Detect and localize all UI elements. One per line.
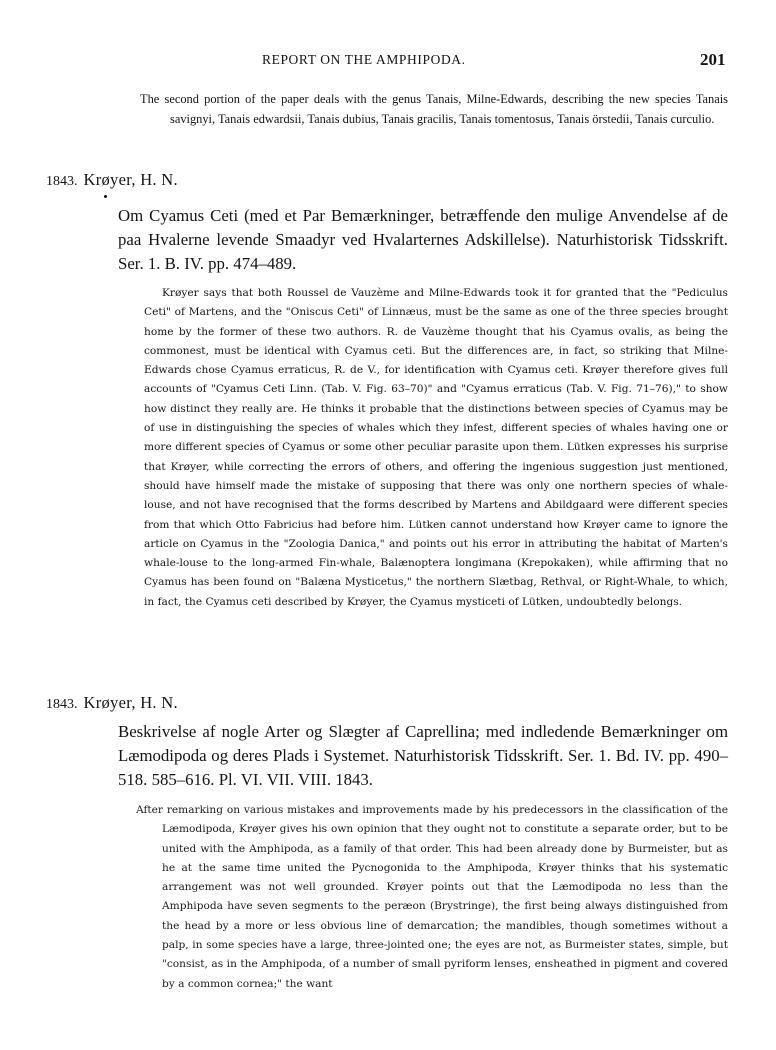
entry-author: Krøyer, H. N.	[83, 170, 178, 189]
entry-summary-1	[144, 284, 728, 612]
entry-title-2	[118, 720, 728, 792]
entry-heading-2	[46, 693, 178, 713]
entry-title-1	[118, 204, 728, 276]
page-number: 201	[700, 50, 726, 69]
page-header	[0, 50, 776, 72]
running-title: REPORT ON THE AMPHIPODA.	[262, 52, 466, 67]
intro-note-text: The second portion of the paper deals with the genus Tanais, Milne-Edwards, describing the new species Tanais savignyi, Tanais edwardsii, Tanais dubius, Tanais gracilis, Tanais tomentosus, Tanais örstedii, Tanais curculio.	[140, 92, 728, 126]
entry-title-text: Om Cyamus Ceti (med et Par Bemærkninger, betræffende den mulige Anvendelse af de paa Hvalerne levende Smaadyr ved Hvalarternes Adskillelse). Naturhistorisk Tidsskrift. Ser. 1. B. IV. pp. 474–489.	[118, 206, 728, 273]
entry-summary-text: Krøyer says that both Roussel de Vauzème and Milne-Edwards took it for granted that the "Pediculus Ceti" of Martens, and the "Oniscus Ceti" of Linnæus, must be the same as one of the three species brought home by the former of these two authors. R. de Vauzème thought that his Cyamus ovalis, as being the commonest, must be identical with Cyamus ceti. But the differences are, in fact, so striking that Milne-Edwards chose Cyamus erraticus, R. de V., for identification with Cyamus ceti. Krøyer therefore gives full accounts of "Cyamus Ceti Linn. (Tab. V. Fig. 63–70)" and "Cyamus erraticus (Tab. V. Fig. 71–76)," to show how distinct they really are. He thinks it probable that the distinctions between species of Cyamus may be of use in distinguishing the species of whales which they infest, different species of whales having one or more different species of Cyamus or some other peculiar parasite upon them. Lütken expresses his surprise that Krøyer, while correcting the errors of others, and offering the ingenious suggestion just mentioned, should have himself made the mistake of supposing that there was only one northern species of whale-louse, and not have recognised that the forms described by Martens and Abildgaard were different species from that which Otto Fabricius had before him. Lütken cannot understand how Krøyer came to ignore the article on Cyamus in the "Zoologia Danica," and points out his error in attributing the habitat of Marten's whale-louse to the long-armed Fin-whale, Balænoptera longimana (Krepokaken), while affirming that no Cyamus has been found on "Balæna Mysticetus," the northern Slætbag, Rethval, or Right-Whale, to which, in fact, the Cyamus ceti described by Krøyer, the Cyamus mysticeti of Lütken, undoubtedly belongs.	[144, 287, 728, 608]
margin-mark	[104, 195, 107, 198]
entry-year: 1843.	[46, 697, 78, 712]
entry-title-text: Beskrivelse af nogle Arter og Slægter af Caprellina; med indledende Bemærkninger om Læmodipoda og deres Plads i Systemet. Naturhistorisk Tidsskrift. Ser. 1. Bd. IV. pp. 490–518. 585–616. Pl. VI. VII. VIII. 1843.	[118, 722, 728, 789]
intro-note	[140, 90, 728, 129]
entry-year: 1843.	[46, 174, 78, 189]
entry-author: Krøyer, H. N.	[83, 693, 178, 712]
entry-heading-1	[46, 170, 178, 190]
entry-summary-text: After remarking on various mistakes and improvements made by his predecessors in the classification of the Læmodipoda, Krøyer gives his own opinion that they ought not to constitute a separate order, but to be united with the Amphipoda, as a family of that order. This had been already done by Burmeister, but as he at the same time united the Pycnogonida to the Amphipoda, Krøyer thinks that his systematic arrangement was not well grounded. Krøyer points out that the Læmodipoda no less than the Amphipoda have seven segments to the peræon (Brystringe), the first being always distinguished from the head by a more or less obvious line of demarcation; the mandibles, though sometimes without a palp, in some species have a large, three-jointed one; the eyes are not, as Burmeister states, simple, but "consist, as in the Amphipoda, of a number of small pyriform lenses, ensheathed in pigment and covered by a common cornea;" the want	[136, 804, 728, 990]
entry-summary-2	[136, 801, 728, 994]
